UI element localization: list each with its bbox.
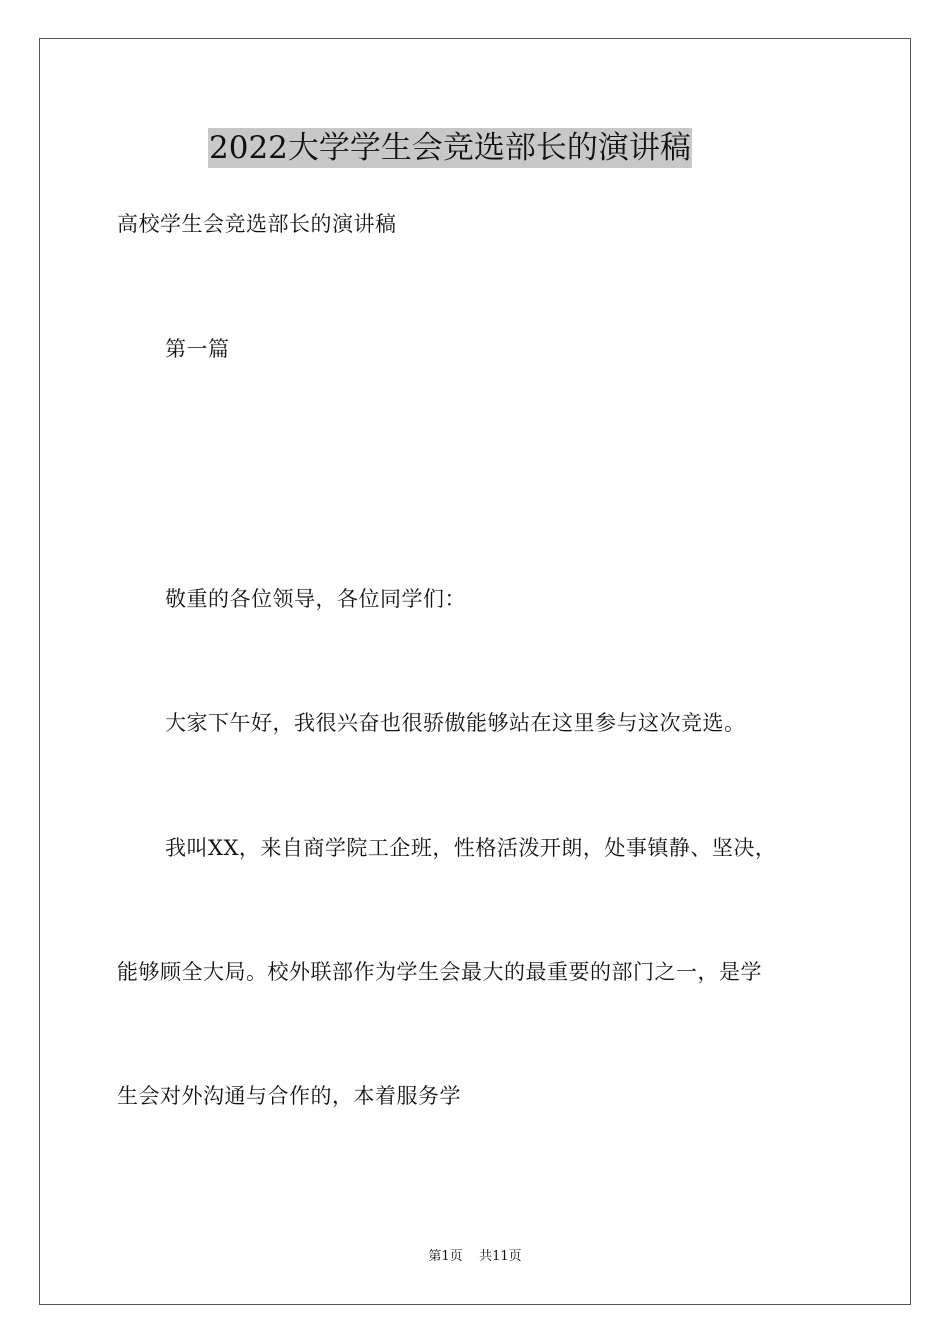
- document-title: 2022大学学生会竞选部长的演讲稿: [209, 130, 691, 166]
- body-line: 我叫XX，来自商学院工企班，性格活泼开朗，处事镇静、坚决，: [165, 836, 777, 860]
- section-heading: 第一篇: [165, 337, 230, 361]
- greeting-line: 敬重的各位领导，各位同学们：: [165, 587, 466, 611]
- body-line: 大家下午好，我很兴奋也很骄傲能够站在这里参与这次竞选。: [165, 711, 746, 735]
- body-line: 生会对外沟通与合作的，本着服务学: [117, 1084, 461, 1108]
- subtitle-line: 高校学生会竞选部长的演讲稿: [117, 212, 397, 236]
- page-footer: 第1页 共11页: [428, 1249, 522, 1264]
- body-line: 能够顾全大局。校外联部作为学生会最大的最重要的部门之一，是学: [117, 960, 762, 984]
